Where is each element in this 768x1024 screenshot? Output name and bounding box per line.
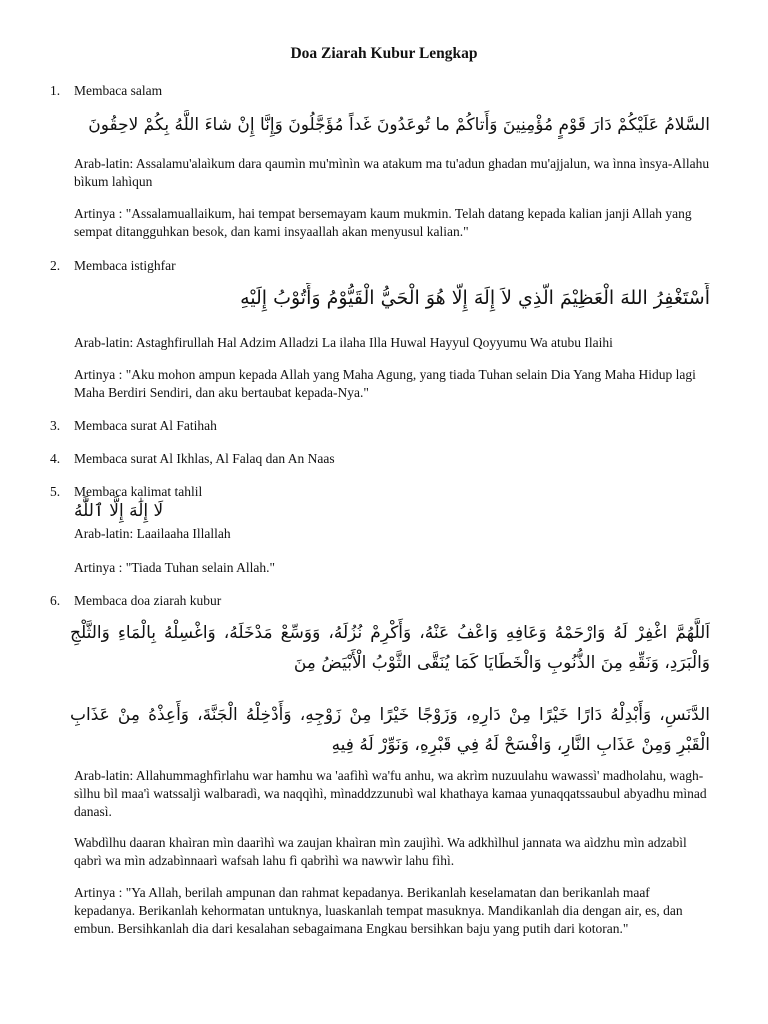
section-6-number: 6.: [50, 593, 61, 608]
section-2-arabic: أَسْتَغْفِرُ اللهَ الْعَظِيْمَ الَّذِي لاَ إِلَهَ إِلَّا هُوَ الْحَيُّ الْقَيُّوْمُ وَأَتُوْبُ إِلَيْهِ: [240, 287, 710, 309]
section-6-heading: Membaca doa ziarah kubur: [74, 593, 222, 608]
section-3-heading: Membaca surat Al Fatihah: [74, 418, 217, 433]
section-5-latin: Arab-latin: Laailaaha Illallah: [74, 526, 231, 541]
section-1-meaning: Artinya : "Assalamuallaikum, hai tempat bersemayam kaum mukmin. Telah datang kepada kalian janji Allah yang sempat ditangguhkan besok, dan kami insyaallah akan menyusul kalian.": [74, 206, 692, 239]
section-2-latin: Arab-latin: Astaghfirullah Hal Adzim Alladzi La ilaha Illa Huwal Hayyul Qoyyumu Wa atubu Ilaihi: [74, 335, 613, 350]
section-5-number: 5.: [50, 484, 61, 499]
section-2-number: 2.: [50, 258, 61, 273]
section-1-arabic: السَّلامُ عَلَيْكُمْ دَارَ قَوْمٍ مُؤْمِنِينَ وَأَتاكُمْ ما تُوعَدُونَ غَداً مُؤَجَّلُونَ وَإِنَّا إِنْ شاءَ اللَّهُ بِكُمْ لاحِقُونَ: [88, 115, 710, 135]
section-2-heading: Membaca istighfar: [74, 258, 176, 273]
section-1-latin: Arab-latin: Assalamu'alaìkum dara qaumìn mu'mìnìn wa atakum ma tu'adun ghadan mu'ajjalun, wa ìnna ìnsya-Allahu bìkum lahìqun: [74, 156, 710, 189]
section-6-meaning: Artinya : "Ya Allah, berilah ampunan dan rahmat kepadanya. Berikanlah keselamatan dan berikanlah maaf kepadanya. Berikanlah kehormatan untuknya, luaskanlah tempat masuknya. Mandikanlah dia dengan air, es, dan embun. Bersihkanlah dia dari kesalahan sebagaimana Engkau bersihkan baju yang putih dari kotoran.": [74, 885, 683, 936]
section-4-heading: Membaca surat Al Ikhlas, Al Falaq dan An Naas: [74, 451, 335, 466]
section-5-heading: Membaca kalimat tahlil: [74, 484, 203, 499]
section-6-arabic-1: اَللَّهُمَّ اغْفِرْ لَهُ وَارْحَمْهُ وَعَافِهِ وَاعْفُ عَنْهُ، وَأَكْرِمْ نُزُلَهُ، وَوَسِّعْ مَدْخَلَهُ، وَاغْسِلْهُ بِالْمَاءِ وَالثَّلْجِ وَالْبَرَدِ، وَنَقِّهِ مِنَ الذُّنُوبِ وَالْخَطَايَا كَمَا يُنَقَّى الثَّوْبُ الْأَبْيَضُ مِنَ: [70, 623, 710, 673]
section-6-arabic-2: الدَّنَسِ، وَأَبْدِلْهُ دَارًا خَيْرًا مِنْ دَارِهِ، وَزَوْجًا خَيْرًا مِنْ زَوْجِهِ، وَأَدْخِلْهُ الْجَنَّةَ، وَأَعِذْهُ مِنْ عَذَابِ الْقَبْرِ وَمِنْ عَذَابِ النَّارِ، وَافْسَحْ لَهُ فِي قَبْرِهِ، وَنَوِّرْ لَهُ فِيهِ: [70, 705, 710, 755]
section-3-number: 3.: [50, 418, 61, 433]
section-6-latin-2: Wabdìlhu daaran khaìran mìn daarìhì wa zaujan khaìran mìn zaujìhì. Wa adkhìlhul jannata wa aìdzhu mìn adzabìl qabrì wa mìn adzabìnnaarì wafsah lahu fì qabrìhì wa nawwìr lahu fìhì.: [74, 835, 687, 868]
section-5-arabic: لَا إِلَٰهَ إِلَّا ٱللَّٰهُ: [74, 501, 164, 521]
document-title: Doa Ziarah Kubur Lengkap: [290, 45, 478, 62]
section-4-number: 4.: [50, 451, 61, 466]
section-1-number: 1.: [50, 83, 61, 98]
section-6-latin-1: Arab-latin: Allahummaghfìrlahu war hamhu wa 'aafìhì wa'fu anhu, wa akrìm nuzuulahu wawassì' madholahu, waghsìlhu bìl maa'ì watssaljì walbaradì, wa naqqìhì, mìnaddzzunubì wal khathaya kamaa yunaqqatssaubul abyadhu mìnad danasì.: [74, 768, 707, 819]
section-2-meaning: Artinya : "Aku mohon ampun kepada Allah yang Maha Agung, yang tiada Tuhan selain Dia Yang Maha Hidup lagi Maha Berdiri Sendiri, dan aku bertaubat kepada-Nya.": [74, 367, 696, 400]
section-1-heading: Membaca salam: [74, 83, 163, 98]
section-5-meaning: Artinya : "Tiada Tuhan selain Allah.": [74, 560, 276, 575]
